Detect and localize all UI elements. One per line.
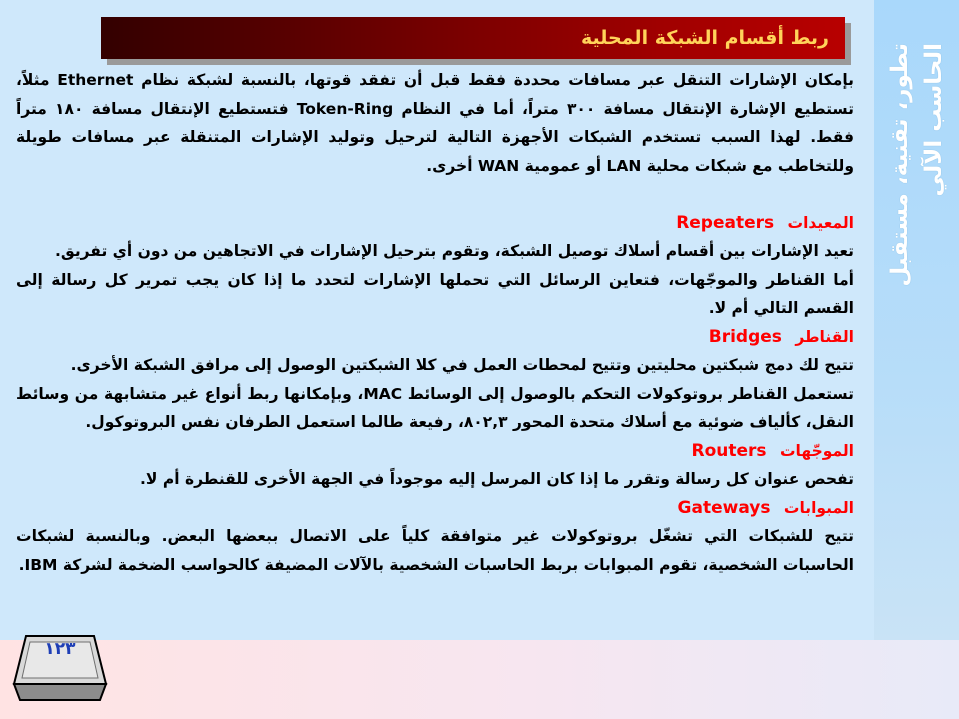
sidebar-title-line1: تطور، تقنية، مستقبل [886,43,913,287]
section-heading-en: Routers [691,440,767,461]
section-heading-ar: الموجّهات [779,441,854,460]
intro-paragraph: بإمكان الإشارات التنقل عبر مسافات محددة فقط قبل أن تفقد قوتها، بالنسبة لشبكة نظام Ethernet مثلاً، تستطيع الإشارة الإنتقال مسافة ٣٠٠ متراً، أما في النظام Token-Ring فتستطيع الإنتقال مسافة ١٨٠ متراً فقط. لهذا السبب تستخدم الشبكات الأجهزة التالية لترحيل وتوليد الإشارات المتنقلة عبر مسافات طويلة وللتخاطب مع شبكات محلية LAN أو عمومية WAN أخرى. [16,71,854,175]
section-heading-gateways [16,494,854,523]
sidebar-title-line2: الحاسب الآلي [920,43,947,197]
section-heading-en: Repeaters [676,212,775,233]
bottom-band [0,640,959,719]
sidebar-title [874,0,959,330]
section-heading-en: Gateways [677,497,771,518]
document-body [16,66,854,579]
section-heading-en: Bridges [708,326,782,347]
section-paragraph: أما القناطر والموجّهات، فتعاين الرسائل التي تحملها الإشارات لتحدد ما إذا كان يجب تمرير كل رسالة إلى القسم التالي أم لا. [16,270,854,317]
section-heading-routers [16,437,854,466]
section-paragraph: تفحص عنوان كل رسالة وتقرر ما إذا كان المرسل إليه موجوداً في الجهة الأخرى للقنطرة أم لا. [140,470,854,488]
page-title: ربط أقسام الشبكة المحلية [580,27,829,49]
section-paragraph: تتيح لك دمج شبكتين محليتين وتتيح لمحطات العمل في كلا الشبكتين الوصول إلى مرافق الشبكة الأخرى. [70,356,854,374]
section-heading-ar: المبوابات [783,498,854,517]
section-paragraph: تتيح للشبكات التي تشغّل بروتوكولات غير متوافقة كلياً على الاتصال ببعضها البعض. وبالنسبة لشبكات الحاسبات الشخصية، تقوم المبوابات بربط الحاسبات الشخصية بالآلات المضيفة كالحواسب الضخمة لشركة IBM. [16,527,854,574]
section-heading-ar: المعيدات [787,213,854,232]
page-title-bar [101,17,845,59]
section-heading-bridges [16,323,854,352]
page-number: ١٢٣ [44,639,76,659]
section-heading-ar: القناطر [795,327,854,346]
section-paragraph: تعيد الإشارات بين أقسام أسلاك توصيل الشبكة، وتقوم بترحيل الإشارات في الاتجاهين من دون أي تفريق. [54,242,854,260]
section-heading-repeaters [16,209,854,238]
section-paragraph: تستعمل القناطر بروتوكولات التحكم بالوصول إلى الوسائط MAC، وبإمكانها ربط أنواع غير متشابهة من وسائط النقل، كألياف ضوئية مع أسلاك متحدة المحور ٨٠٢,٣، رفيعة طالما استعمل الطرفان نفس البروتوكول. [16,384,854,431]
